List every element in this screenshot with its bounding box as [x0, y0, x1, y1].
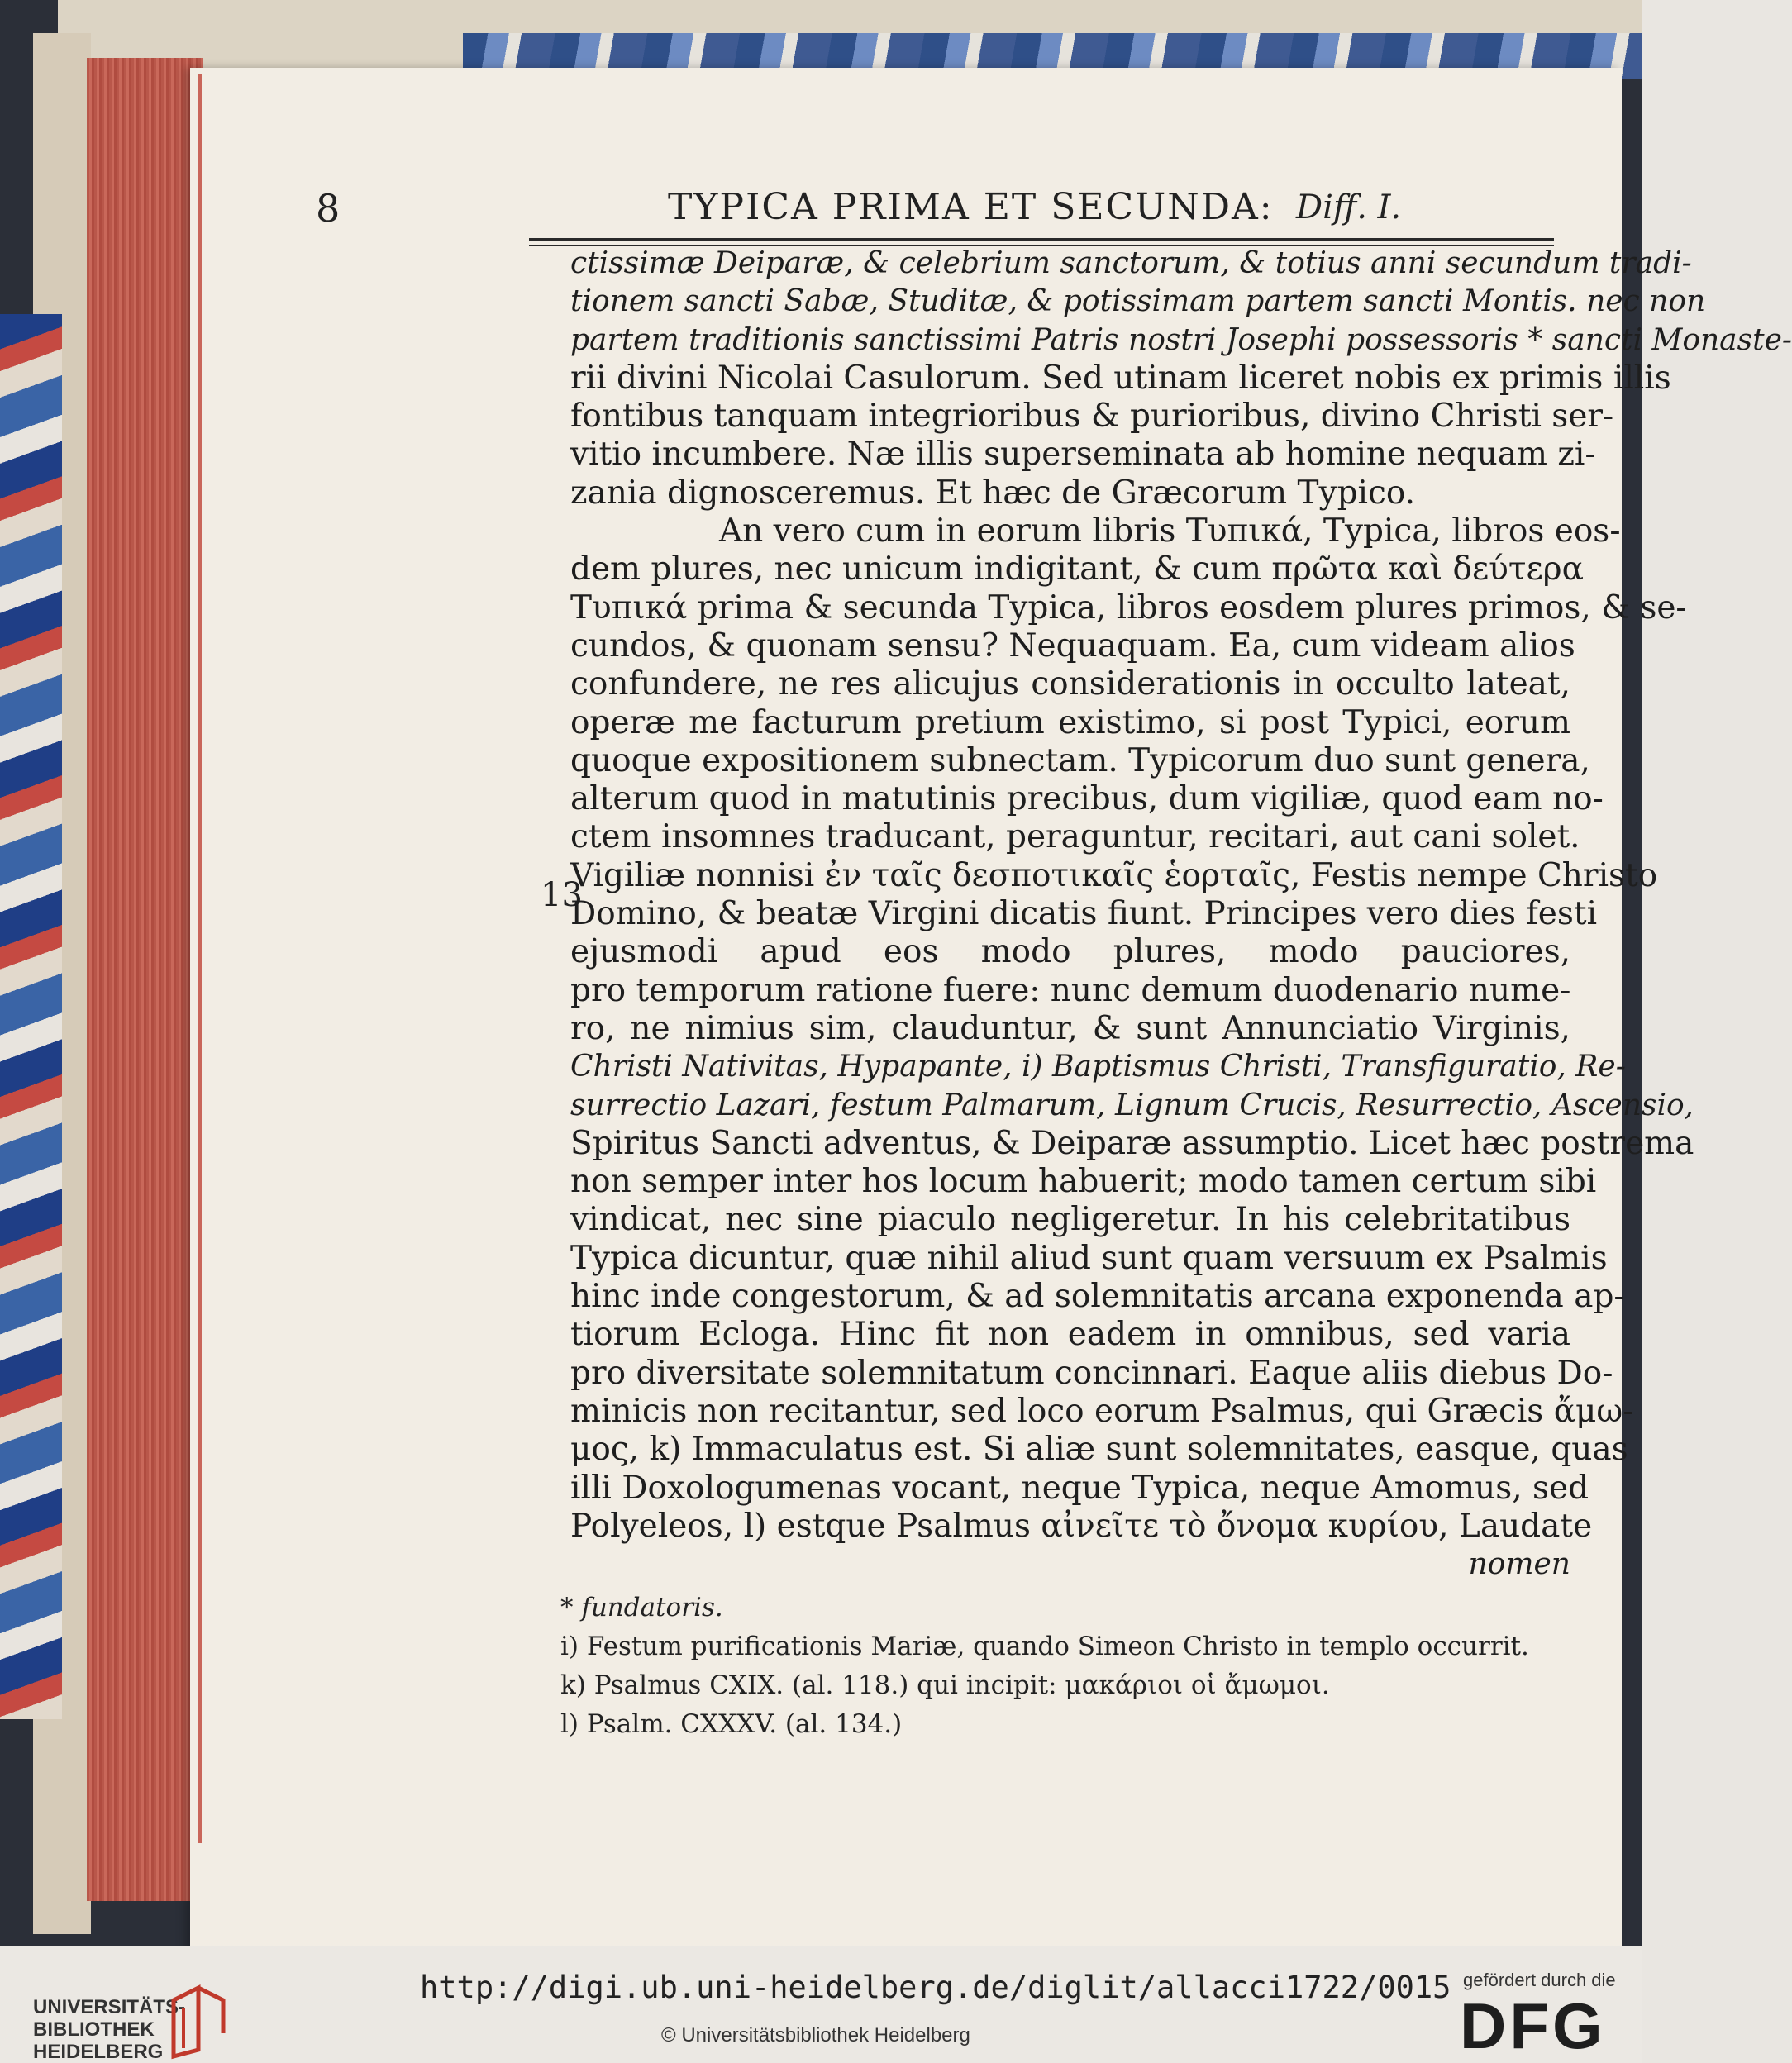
catchword: nomen	[1468, 1547, 1570, 1582]
text-line: pro diversitate solemnitatum concinnari. Eaque aliis diebus Do-	[570, 1354, 1613, 1392]
margin-paragraph-number: 13	[541, 876, 583, 914]
header-rule	[529, 238, 1554, 241]
main-text-block	[570, 245, 1792, 1584]
text-line: vindicat, nec sine piaculo negligeretur. In his celebritatibus	[570, 1201, 1570, 1239]
text-line: hinc inde congestorum, & ad solemnitatis arcana exponenda ap-	[570, 1278, 1625, 1316]
library-line: BIBLIOTHEK	[33, 2018, 155, 2041]
text-line: Τυπικά prima & secunda Typica, libros eosdem plures primos, & se-	[570, 588, 1687, 627]
page-number: 8	[316, 186, 341, 231]
text-line: ctissimæ Deiparæ, & celebrium sanctorum, & totius anni secundum tradi-	[570, 246, 1692, 280]
text-line: partem traditionis sanctissimi Patris nostri Josephi possessoris * sancti Monaste-	[570, 322, 1792, 357]
dfg-logo[interactable]: DFG	[1460, 1989, 1606, 2062]
text-line: alterum quod in matutinis precibus, dum vigiliæ, quod eam no-	[570, 780, 1604, 818]
footnote: l) Psalm. CXXXV. (al. 134.)	[560, 1709, 903, 1739]
footnote: k) Psalmus CXIX. (al. 118.) qui incipit: μακάριοι οἱ ἄμωμοι.	[560, 1670, 1330, 1700]
text-line: ctem insomnes traducant, peraguntur, recitari, aut cani solet.	[570, 818, 1580, 856]
text-line: ejusmodi apud eos modo plures, modo pauciores,	[570, 933, 1570, 971]
text-line: illi Doxologumenas vocant, neque Typica, neque Amomus, sed	[570, 1469, 1589, 1507]
running-dissertation: Diff. I.	[1296, 188, 1402, 226]
text-line: surrectio Lazari, festum Palmarum, Lignum Crucis, Resurrectio, Ascensio,	[570, 1088, 1694, 1122]
footnote: i) Festum purificationis Mariæ, quando Simeon Christo in templo occurrit.	[560, 1632, 1529, 1661]
library-line: HEIDELBERG	[33, 2041, 164, 2063]
text-line: minicis non recitantur, sed loco eorum Psalmus, qui Græcis ἄμω-	[570, 1392, 1634, 1430]
text-line: Typica dicuntur, quæ nihil aliud sunt quam versuum ex Psalmis	[570, 1239, 1608, 1277]
text-line: vitio incumbere. Næ illis superseminata ab homine nequam zi-	[570, 436, 1596, 474]
library-logo-text[interactable]	[33, 1996, 185, 2063]
funded-by-caption: gefördert durch die	[1463, 1970, 1616, 1990]
library-line: UNIVERSITÄTS-	[33, 1996, 186, 2018]
text-line: An vero cum in eorum libris Τυπικά, Typica, libros eos-	[719, 512, 1621, 550]
text-line: Spiritus Sancti adventus, & Deiparæ assumptio. Licet hæc postrema	[570, 1124, 1694, 1162]
text-line: tionem sancti Sabæ, Studitæ, & potissimam partem sancti Montis. nec non	[570, 284, 1706, 319]
text-line: Domino, & beatæ Virgini dicatis fiunt. Principes vero dies festi	[570, 895, 1598, 933]
text-line: Polyeleos, l) estque Psalmus αἰνεῖτε τὸ ὄνομα κυρίου, Laudate	[570, 1507, 1593, 1545]
copyright-text: © Universitätsbibliothek Heidelberg	[661, 2024, 970, 2046]
text-line: tiorum Ecloga. Hinc fit non eadem in omnibus, sed varia	[570, 1316, 1570, 1354]
footnotes	[560, 1589, 1585, 1744]
marbled-endpaper-left	[0, 314, 62, 1719]
library-logo-icon[interactable]	[165, 1984, 231, 2058]
text-line: confundere, ne res alicujus considerationis in occulto lateat,	[570, 665, 1570, 703]
red-page-edges	[87, 58, 203, 1901]
text-line: fontibus tanquam integrioribus & purioribus, divino Christi ser-	[570, 398, 1614, 436]
text-line: dem plures, nec unicum indigitant, & cum πρῶτα καὶ δεύτερα	[570, 550, 1584, 588]
text-line: quoque expositionem subnectam. Typicorum duo sunt genera,	[570, 741, 1590, 779]
text-line: operæ me facturum pretium existimo, si post Typici, eorum	[570, 703, 1570, 741]
text-line: non semper inter hos locum habuerit; modo tamen certum sibi	[570, 1163, 1597, 1201]
footnote: * fundatoris.	[560, 1593, 723, 1622]
text-line: Vigiliæ nonnisi ἐν ταῖς δεσποτικαῖς ἑορταῖς, Festis nempe Christo	[570, 856, 1658, 894]
text-line: cundos, & quonam sensu? Nequaquam. Ea, cum videam alios	[570, 627, 1575, 665]
text-line: ro, ne nimius sim, clauduntur, & sunt Annunciatio Virginis,	[570, 1009, 1570, 1047]
text-line: zania dignosceremus. Et hæc de Græcorum Typico.	[570, 474, 1416, 512]
text-line: μος, k) Immaculatus est. Si aliæ sunt solemnitates, easque, quas	[570, 1431, 1628, 1469]
text-line: rii divini Nicolai Casulorum. Sed utinam liceret nobis ex primis illis	[570, 359, 1671, 397]
text-line: Christi Nativitas, Hypapante, i) Baptismus Christi, Transfiguratio, Re-	[570, 1050, 1626, 1084]
permalink-url[interactable]: http://digi.ub.uni-heidelberg.de/diglit/allacci1722/0015	[420, 1970, 1451, 2005]
running-title: TYPICA PRIMA ET SECUNDA:	[668, 186, 1274, 228]
text-line: pro temporum ratione fuere: nunc demum duodenario nume-	[570, 971, 1571, 1009]
